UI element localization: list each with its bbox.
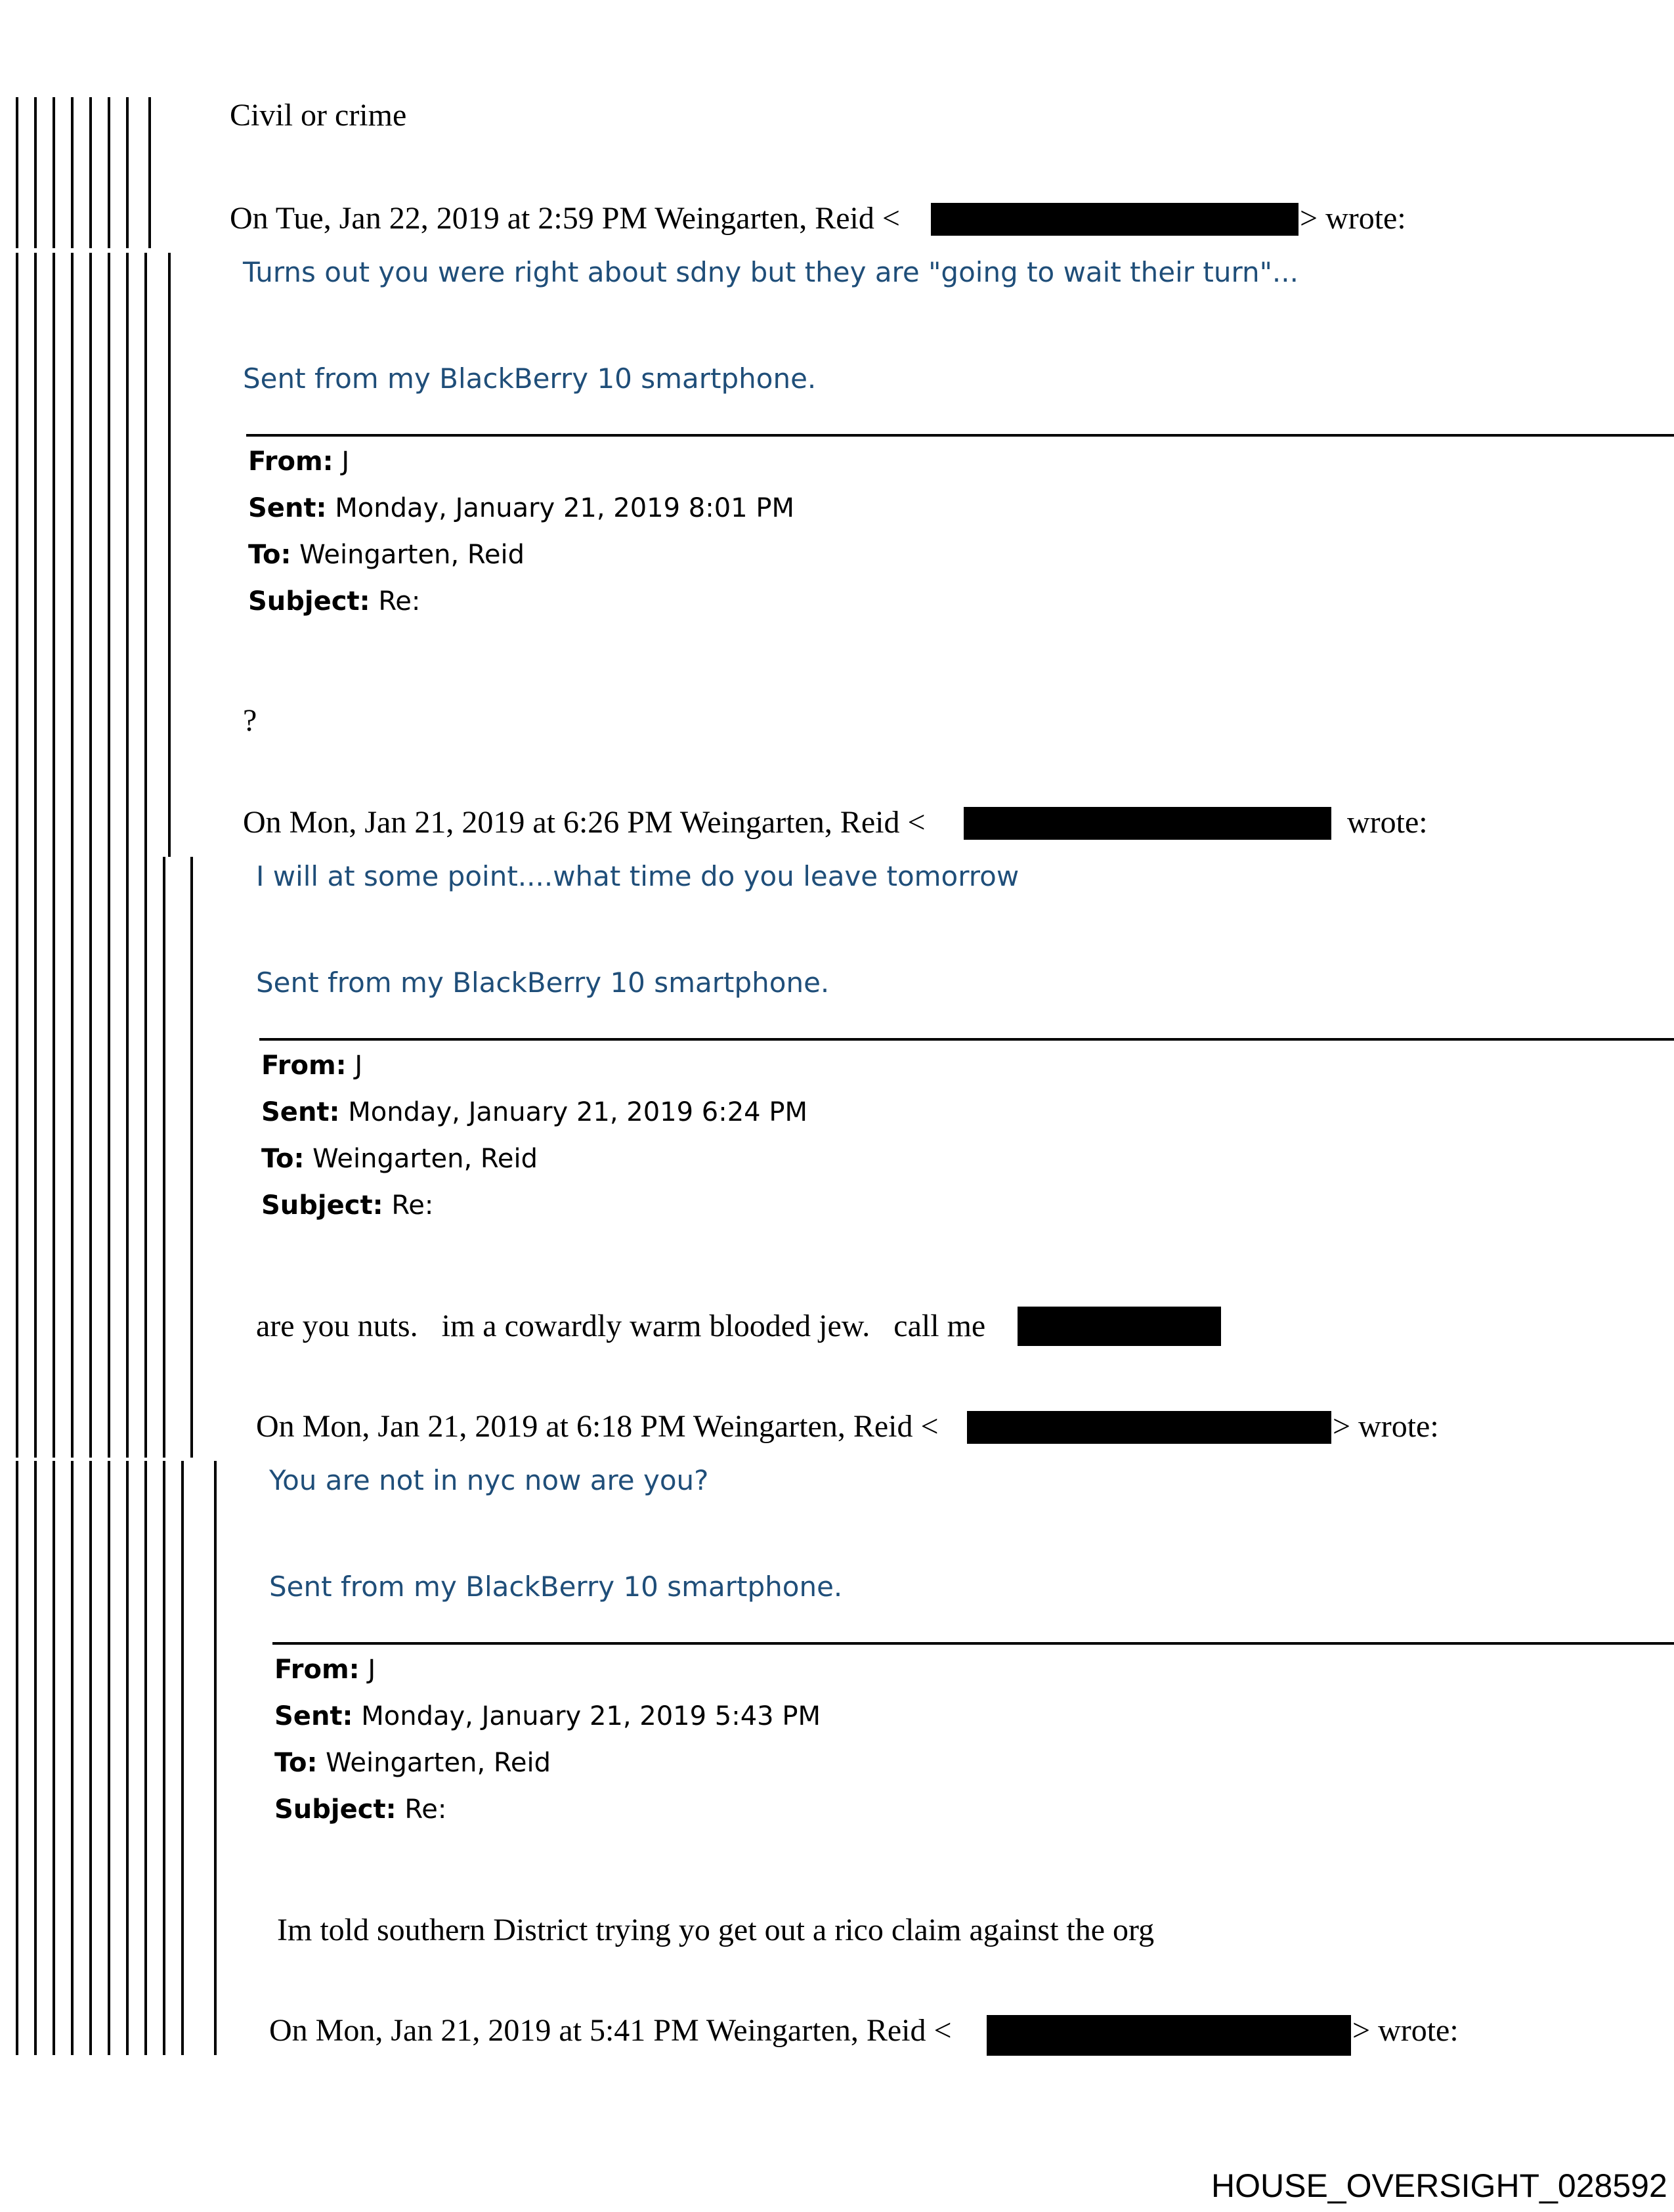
quote-suffix: > wrote: [1333, 1409, 1439, 1444]
header-subject [274, 1794, 446, 1825]
quote-prefix: On Tue, Jan 22, 2019 at 2:59 PM Weingarten, Reid < [230, 201, 900, 236]
message-signature: Sent from my BlackBerry 10 smartphone. [256, 966, 830, 999]
subject-value: Re: [378, 586, 421, 617]
sent-label: Sent: [274, 1701, 353, 1731]
quote-suffix: wrote: [1347, 805, 1428, 840]
message-signature: Sent from my BlackBerry 10 smartphone. [269, 1571, 843, 1603]
message-body: I will at some point....what time do you leave tomorrow [256, 860, 1019, 892]
reply-text: are you nuts. im a cowardly warm blooded jew. call me [256, 1309, 986, 1343]
header-to [261, 1144, 538, 1174]
header-divider [246, 434, 1674, 437]
header-from [274, 1655, 376, 1685]
redaction-block [964, 807, 1331, 840]
sent-label: Sent: [248, 493, 327, 523]
quote-suffix: > wrote: [1300, 201, 1406, 236]
to-label: To: [274, 1748, 318, 1778]
bates-number: HOUSE_OVERSIGHT_028592 [1211, 2167, 1667, 2204]
header-divider [272, 1642, 1674, 1645]
subject-label: Subject: [248, 586, 370, 617]
header-sent [261, 1097, 807, 1127]
to-value: Weingarten, Reid [312, 1144, 538, 1174]
reply-text: Im told southern District trying yo get out a rico claim against the org [277, 1913, 1155, 1947]
redaction-block [987, 2015, 1351, 2056]
header-subject [248, 586, 420, 617]
reply-text: ? [243, 703, 257, 738]
header-to [274, 1748, 551, 1778]
subject-value: Re: [391, 1190, 434, 1221]
to-value: Weingarten, Reid [299, 540, 525, 570]
message-signature: Sent from my BlackBerry 10 smartphone. [243, 362, 817, 395]
from-value: J [341, 446, 350, 477]
from-label: From: [261, 1051, 347, 1081]
sent-value: Monday, January 21, 2019 5:43 PM [361, 1701, 821, 1731]
quote-prefix: On Mon, Jan 21, 2019 at 5:41 PM Weingarten, Reid < [269, 2013, 952, 2048]
sent-value: Monday, January 21, 2019 8:01 PM [335, 493, 794, 523]
quote-prefix: On Mon, Jan 21, 2019 at 6:18 PM Weingarten, Reid < [256, 1409, 939, 1444]
to-label: To: [248, 540, 291, 570]
redaction-block [967, 1411, 1331, 1444]
subject-label: Subject: [261, 1190, 383, 1221]
message-body: Turns out you were right about sdny but they are "going to wait their turn"... [243, 256, 1298, 288]
redaction-block [931, 203, 1298, 236]
header-from [248, 446, 349, 477]
header-divider [259, 1038, 1674, 1041]
quote-suffix: > wrote: [1352, 2013, 1459, 2048]
header-sent [274, 1701, 821, 1731]
header-from [261, 1051, 362, 1081]
header-subject [261, 1190, 433, 1221]
to-label: To: [261, 1144, 305, 1174]
from-label: From: [248, 446, 333, 477]
quote-line-intro [230, 200, 900, 236]
quote-prefix: On Mon, Jan 21, 2019 at 6:26 PM Weingarten, Reid < [243, 805, 926, 840]
to-value: Weingarten, Reid [326, 1748, 551, 1778]
message-body: You are not in nyc now are you? [269, 1464, 709, 1496]
subject-label: Subject: [274, 1794, 397, 1825]
intro-line: Civil or crime [230, 98, 407, 133]
from-value: J [368, 1655, 376, 1685]
from-value: J [354, 1051, 363, 1081]
subject-value: Re: [404, 1794, 447, 1825]
sent-value: Monday, January 21, 2019 6:24 PM [348, 1097, 807, 1127]
header-to [248, 540, 525, 570]
header-sent [248, 493, 794, 523]
from-label: From: [274, 1655, 360, 1685]
redaction-block [1018, 1307, 1221, 1346]
sent-label: Sent: [261, 1097, 340, 1127]
